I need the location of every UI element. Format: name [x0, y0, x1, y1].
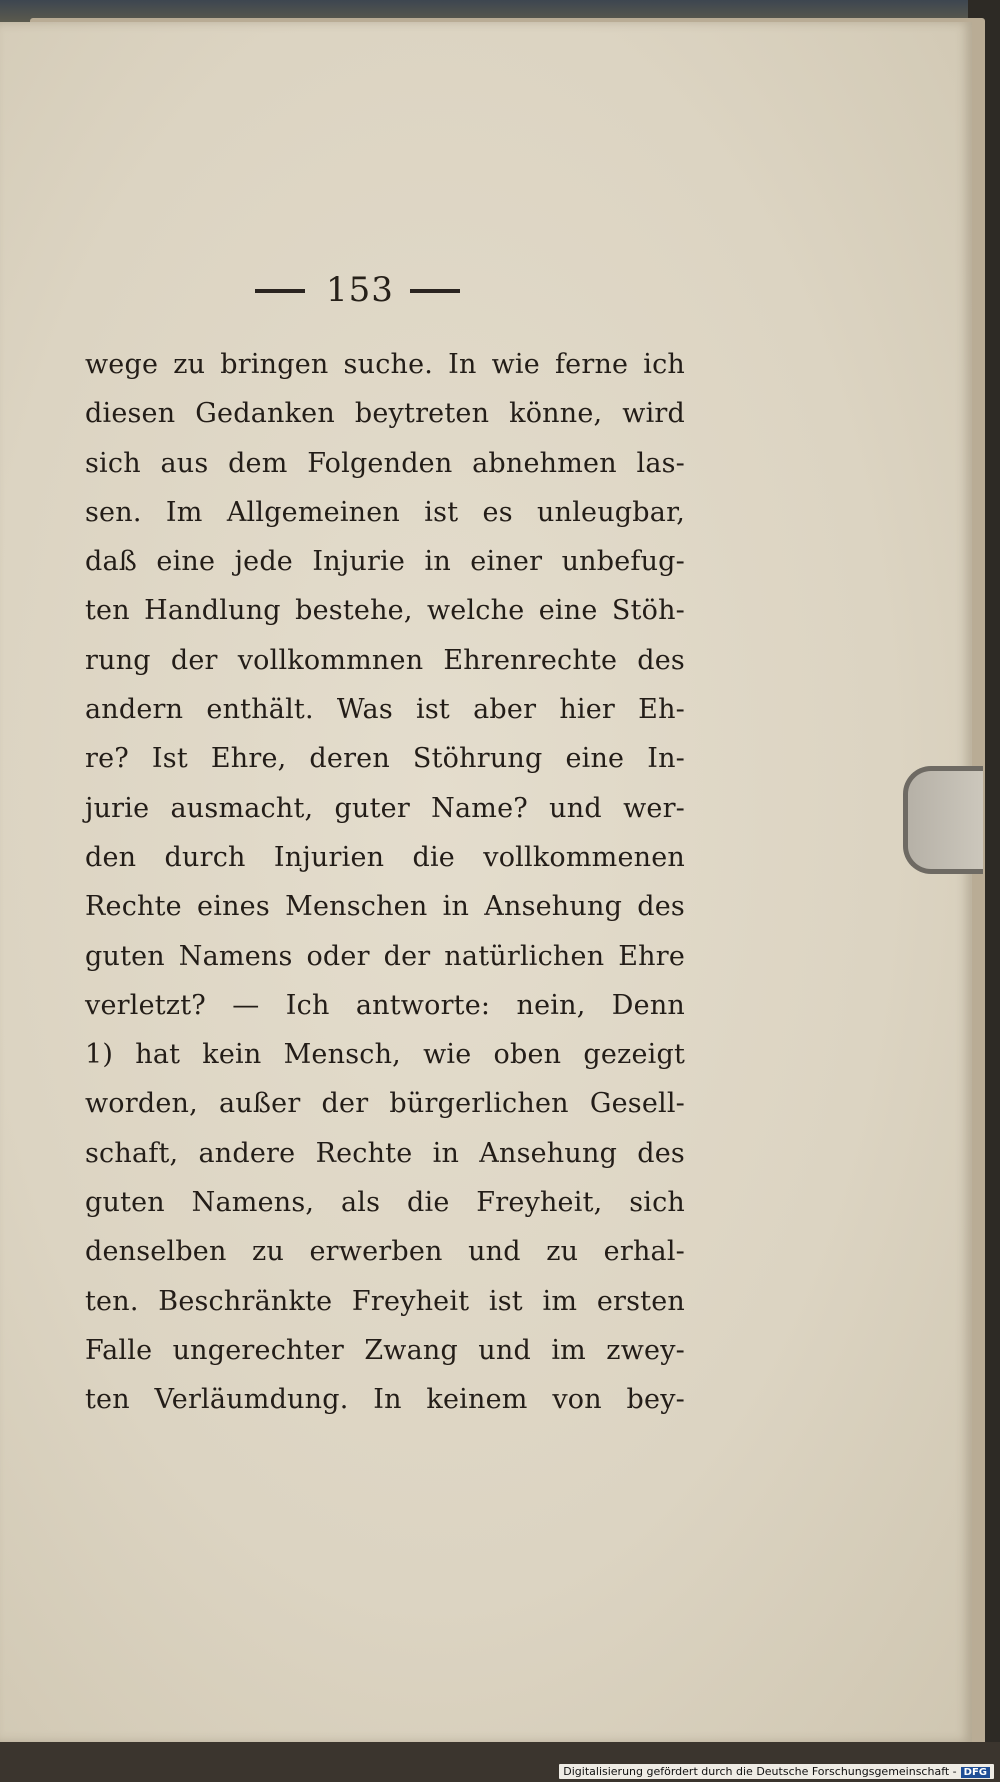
- text-line: daß eine jede Injurie in einer unbefug-: [85, 546, 685, 578]
- digitization-credit: [559, 1764, 994, 1779]
- text-line: jurie ausmacht, guter Name? und wer-: [85, 792, 685, 824]
- credit-text: Digitalisierung gefördert durch die Deutsche Forschungsgemeinschaft -: [563, 1765, 957, 1778]
- text-line: wege zu bringen suche. In wie ferne ich: [85, 349, 685, 380]
- text-line: schaft, andere Rechte in Ansehung des: [85, 1137, 685, 1169]
- text-line: Rechte eines Menschen in Ansehung des: [85, 891, 685, 923]
- text-line: ten Verläumdung. In keinem von bey-: [85, 1384, 685, 1416]
- dfg-logo: DFG: [961, 1767, 990, 1778]
- text-line: andern enthält. Was ist aber hier Eh-: [85, 694, 685, 726]
- text-line: Falle ungerechter Zwang und im zwey-: [85, 1334, 685, 1366]
- header-dash-left: [255, 289, 305, 293]
- text-line: re? Ist Ehre, deren Stöhrung eine In-: [85, 743, 685, 775]
- text-line: denselben zu erwerben und zu erhal-: [85, 1236, 685, 1268]
- text-line: den durch Injurien die vollkommenen: [85, 841, 685, 873]
- text-line: verletzt? — Ich antworte: nein, Denn: [85, 989, 685, 1021]
- body-text: [85, 340, 685, 1425]
- text-line: diesen Gedanken beytreten könne, wird: [85, 398, 685, 430]
- text-line: guten Namens, als die Freyheit, sich: [85, 1187, 685, 1219]
- text-line: ten. Beschränkte Freyheit ist im ersten: [85, 1285, 685, 1317]
- page-number: 153: [326, 270, 394, 310]
- text-line: ten Handlung bestehe, welche eine Stöh-: [85, 595, 685, 627]
- header-dash-right: [410, 289, 460, 293]
- book-page: [0, 22, 972, 1742]
- text-line: 1) hat kein Mensch, wie oben gezeigt: [85, 1039, 685, 1071]
- text-line: rung der vollkommnen Ehrenrechte des: [85, 644, 685, 676]
- text-line: sen. Im Allgemeinen ist es unleugbar,: [85, 496, 685, 528]
- text-line: guten Namens oder der natürlichen Ehre: [85, 940, 685, 972]
- scan-footer: [0, 1742, 1000, 1782]
- text-line: worden, außer der bürgerlichen Gesell-: [85, 1088, 685, 1120]
- page-header: [220, 262, 500, 312]
- text-line: sich aus dem Folgenden abnehmen las-: [85, 447, 685, 479]
- page-clip: [903, 766, 983, 874]
